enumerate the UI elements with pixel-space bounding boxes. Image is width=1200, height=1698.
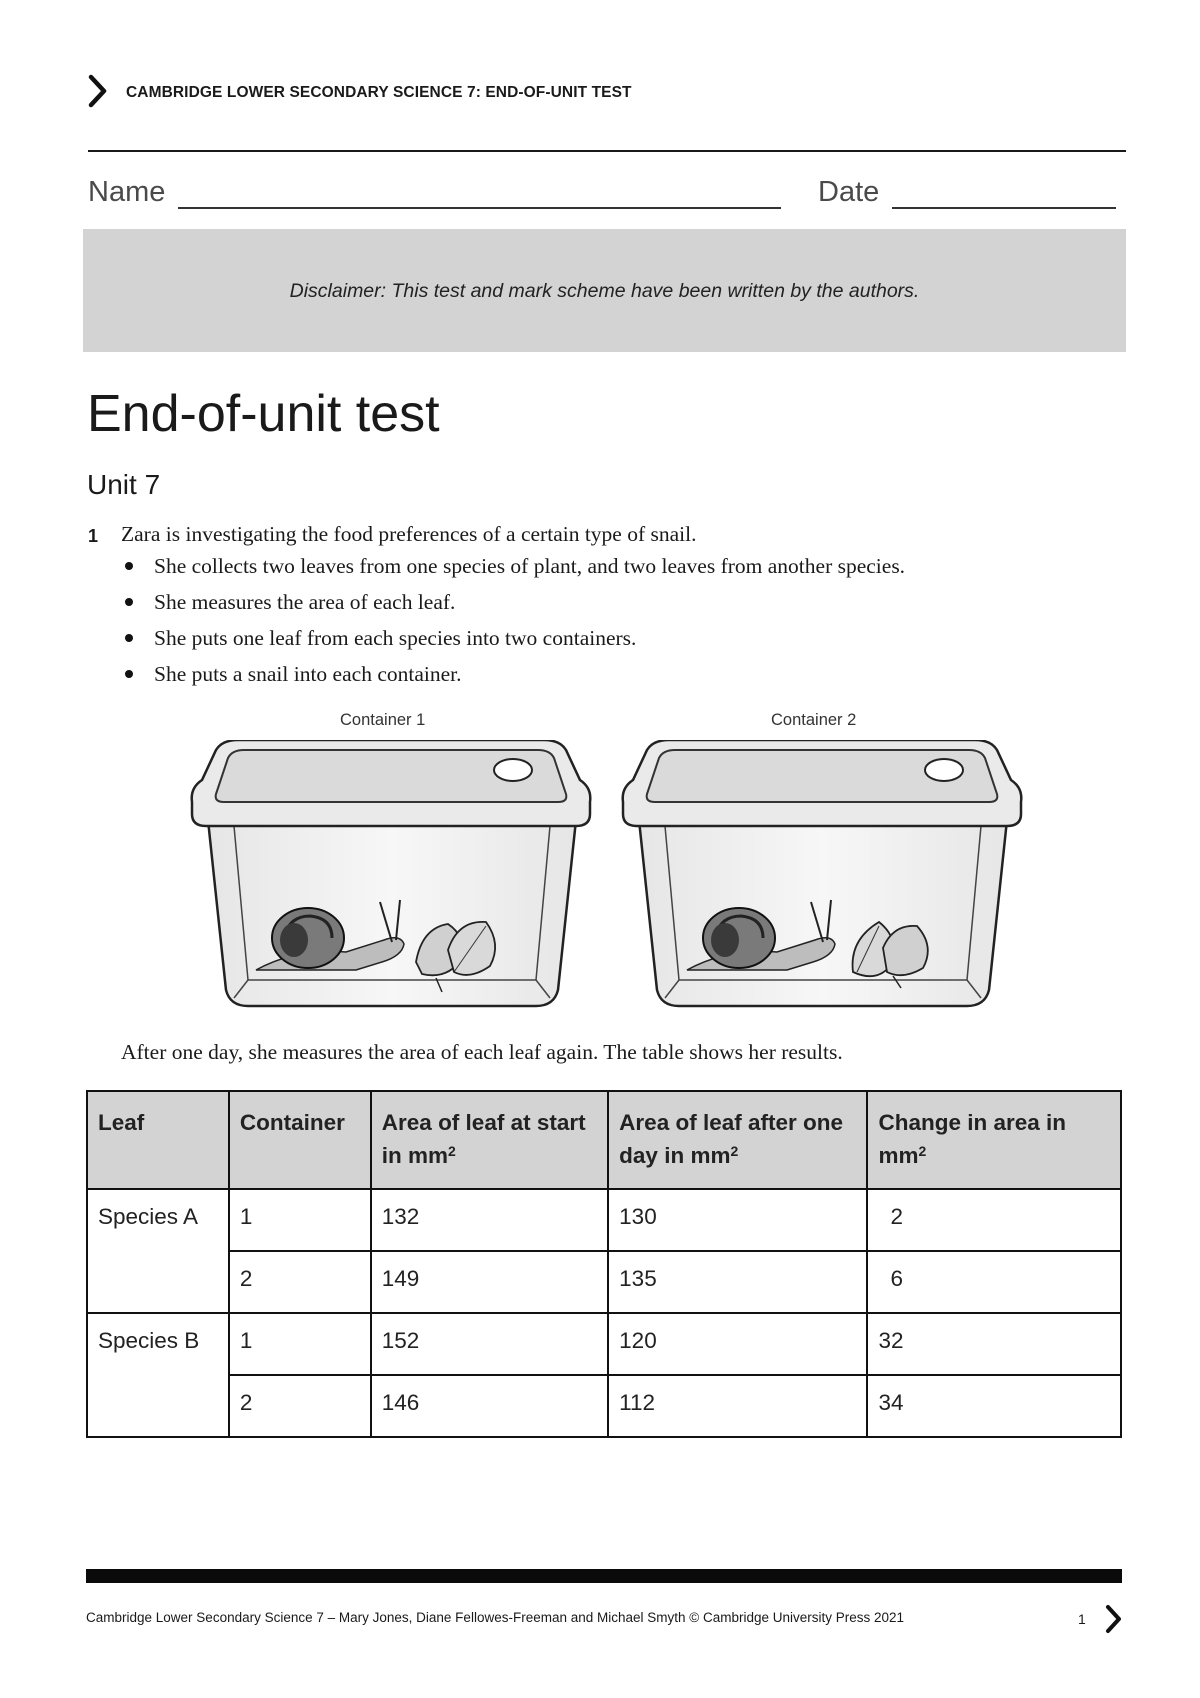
after-text: After one day, she measures the area of each leaf again. The table shows her results. — [121, 1040, 843, 1064]
change-cell: 6 — [867, 1251, 1121, 1313]
page-number: 1 — [1078, 1611, 1086, 1627]
start-area-cell: 152 — [371, 1313, 608, 1375]
after-area-cell: 112 — [608, 1375, 867, 1437]
container-2-label: Container 2 — [771, 711, 857, 729]
container-cell: 1 — [229, 1189, 371, 1251]
header-start-area: Area of leaf at start in $mm^2$ — [371, 1091, 608, 1189]
footer-text: Cambridge Lower Secondary Science 7 – Mary Jones, Diane Fellowes-Freeman and Michael Smyth © Cambridge University Press 2021 — [86, 1610, 905, 1625]
start-area-cell: 149 — [371, 1251, 608, 1313]
container-cell: 2 — [229, 1251, 371, 1313]
table-row — [87, 1251, 1121, 1313]
after-area-cell: 130 — [608, 1189, 867, 1251]
date-label: Date — [818, 176, 880, 208]
bullet-item: She collects two leaves from one species of plant, and two leaves from another species. — [122, 553, 905, 589]
container-2-illustration — [617, 740, 1027, 1010]
start-area-cell: 146 — [371, 1375, 608, 1437]
header-change: Change in area in $mm^2$ — [867, 1091, 1121, 1189]
table-header-row — [87, 1091, 1121, 1189]
question-text: Zara is investigating the food preferences of a certain type of snail. — [121, 522, 697, 546]
change-cell: 32 — [867, 1313, 1121, 1375]
chevron-right-icon — [86, 74, 110, 108]
name-label: Name — [88, 176, 166, 208]
table-row — [87, 1313, 1121, 1375]
question-bullets — [122, 553, 905, 697]
after-area-cell: 120 — [608, 1313, 867, 1375]
footer-bar — [86, 1569, 1122, 1583]
chevron-right-icon[interactable] — [1104, 1604, 1124, 1634]
bullet-dot — [125, 598, 133, 606]
bullet-item: She puts a snail into each container. — [122, 661, 905, 697]
question-number: 1 — [88, 526, 99, 546]
container-cell: 2 — [229, 1375, 371, 1437]
header-title: CAMBRIDGE LOWER SECONDARY SCIENCE 7: END-OF-UNIT TEST — [126, 84, 632, 101]
header-rule — [88, 150, 1126, 152]
container-1-label: Container 1 — [340, 711, 426, 729]
change-cell: 2 — [867, 1189, 1121, 1251]
header-container: Container — [229, 1091, 371, 1189]
container-cell: 1 — [229, 1313, 371, 1375]
bullet-dot — [125, 562, 133, 570]
table-row — [87, 1375, 1121, 1437]
leaf-cell: Species A — [87, 1189, 229, 1313]
disclaimer-text: Disclaimer: This test and mark scheme have been written by the authors. — [289, 280, 920, 302]
header-after-area: Area of leaf after one day in $mm^2$ — [608, 1091, 867, 1189]
leaf-cell: Species B — [87, 1313, 229, 1437]
change-cell: 34 — [867, 1375, 1121, 1437]
bullet-dot — [125, 670, 133, 678]
table-row — [87, 1189, 1121, 1251]
header-leaf: Leaf — [87, 1091, 229, 1189]
bullet-item: She puts one leaf from each species into two containers. — [122, 625, 905, 661]
unit-heading: Unit 7 — [87, 469, 161, 500]
container-1-illustration — [186, 740, 596, 1010]
after-area-cell: 135 — [608, 1251, 867, 1313]
bullet-dot — [125, 634, 133, 642]
start-area-cell: 132 — [371, 1189, 608, 1251]
name-field[interactable] — [178, 207, 781, 209]
page-title: End-of-unit test — [87, 385, 440, 443]
results-table — [86, 1090, 1122, 1438]
date-field[interactable] — [892, 207, 1116, 209]
bullet-item: She measures the area of each leaf. — [122, 589, 905, 625]
